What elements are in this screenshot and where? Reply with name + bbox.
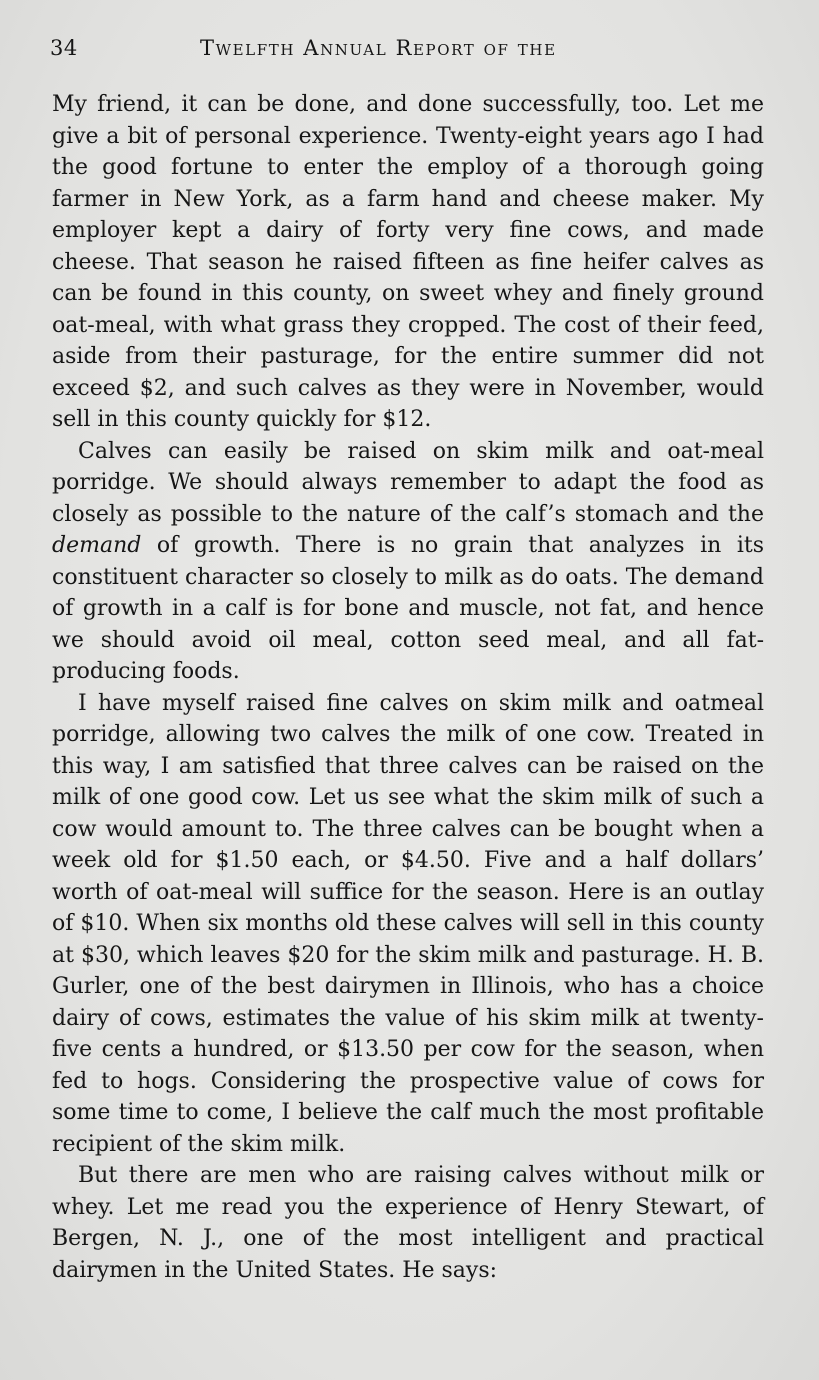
running-title: Twelfth Annual Report of the [200, 36, 557, 60]
text-run: of growth. There is no grain that analyzes in its constituent character so closely to milk as do oats. The demand of growth in a calf is for bone and muscle, not fat, and hence we should avoid oil meal, cotton seed meal, and all fat-producing foods. [52, 533, 764, 684]
text-run: Calves can easily be raised on skim milk and oat-meal porridge. We should always remember to adapt the food as closely as possible to the nature of the calf’s stomach and the [52, 438, 764, 527]
paragraph [52, 1160, 764, 1286]
paragraph [52, 89, 764, 436]
body-text [52, 89, 764, 1286]
text-run: But there are men who are raising calves without milk or whey. Let me read you the experience of Henry Stewart, of Bergen, N. J., one of the most intelligent and practical dairymen in the United States. He says: [52, 1163, 764, 1283]
text-run: I have myself raised fine calves on skim milk and oatmeal porridge, allowing two calves the milk of one cow. Treated in this way, I am satisfied that three calves can be raised on the milk of one good cow. Let us see what the skim milk of such a cow would amount to. The three calves can be bought when a week old for $1.50 each, or $4.50. Five and a half dollars’ worth of oat-meal will suffice for the season. Here is an outlay of $10. When six months old these calves will sell in this county at $30, which leaves $20 for the skim milk and pasturage. H. B. Gurler, one of the best dairymen in Illinois, who has a choice dairy of cows, estimates the value of his skim milk at twenty-five cents a hundred, or $13.50 per cow for the season, when fed to hogs. Considering the prospective value of cows for some time to come, I believe the calf much the most profitable recipient of the skim milk. [52, 690, 764, 1157]
paragraph [52, 436, 764, 688]
paragraph [52, 688, 764, 1161]
text-run: My friend, it can be done, and done successfully, too. Let me give a bit of personal experience. Twenty-eight years ago I had the good fortune to enter the employ of a thorough going farmer in New York, as a farm hand and cheese maker. My employer kept a dairy of forty very fine cows, and made cheese. That season he raised fifteen as fine heifer calves as can be found in this county, on sweet whey and finely ground oat-meal, with what grass they cropped. The cost of their feed, aside from their pasturage, for the entire summer did not exceed $2, and such calves as they were in November, would sell in this county quickly for $12. [52, 92, 764, 432]
page-number: 34 [50, 36, 78, 60]
emphasized-text: demand [52, 533, 142, 558]
page-header [50, 34, 770, 66]
